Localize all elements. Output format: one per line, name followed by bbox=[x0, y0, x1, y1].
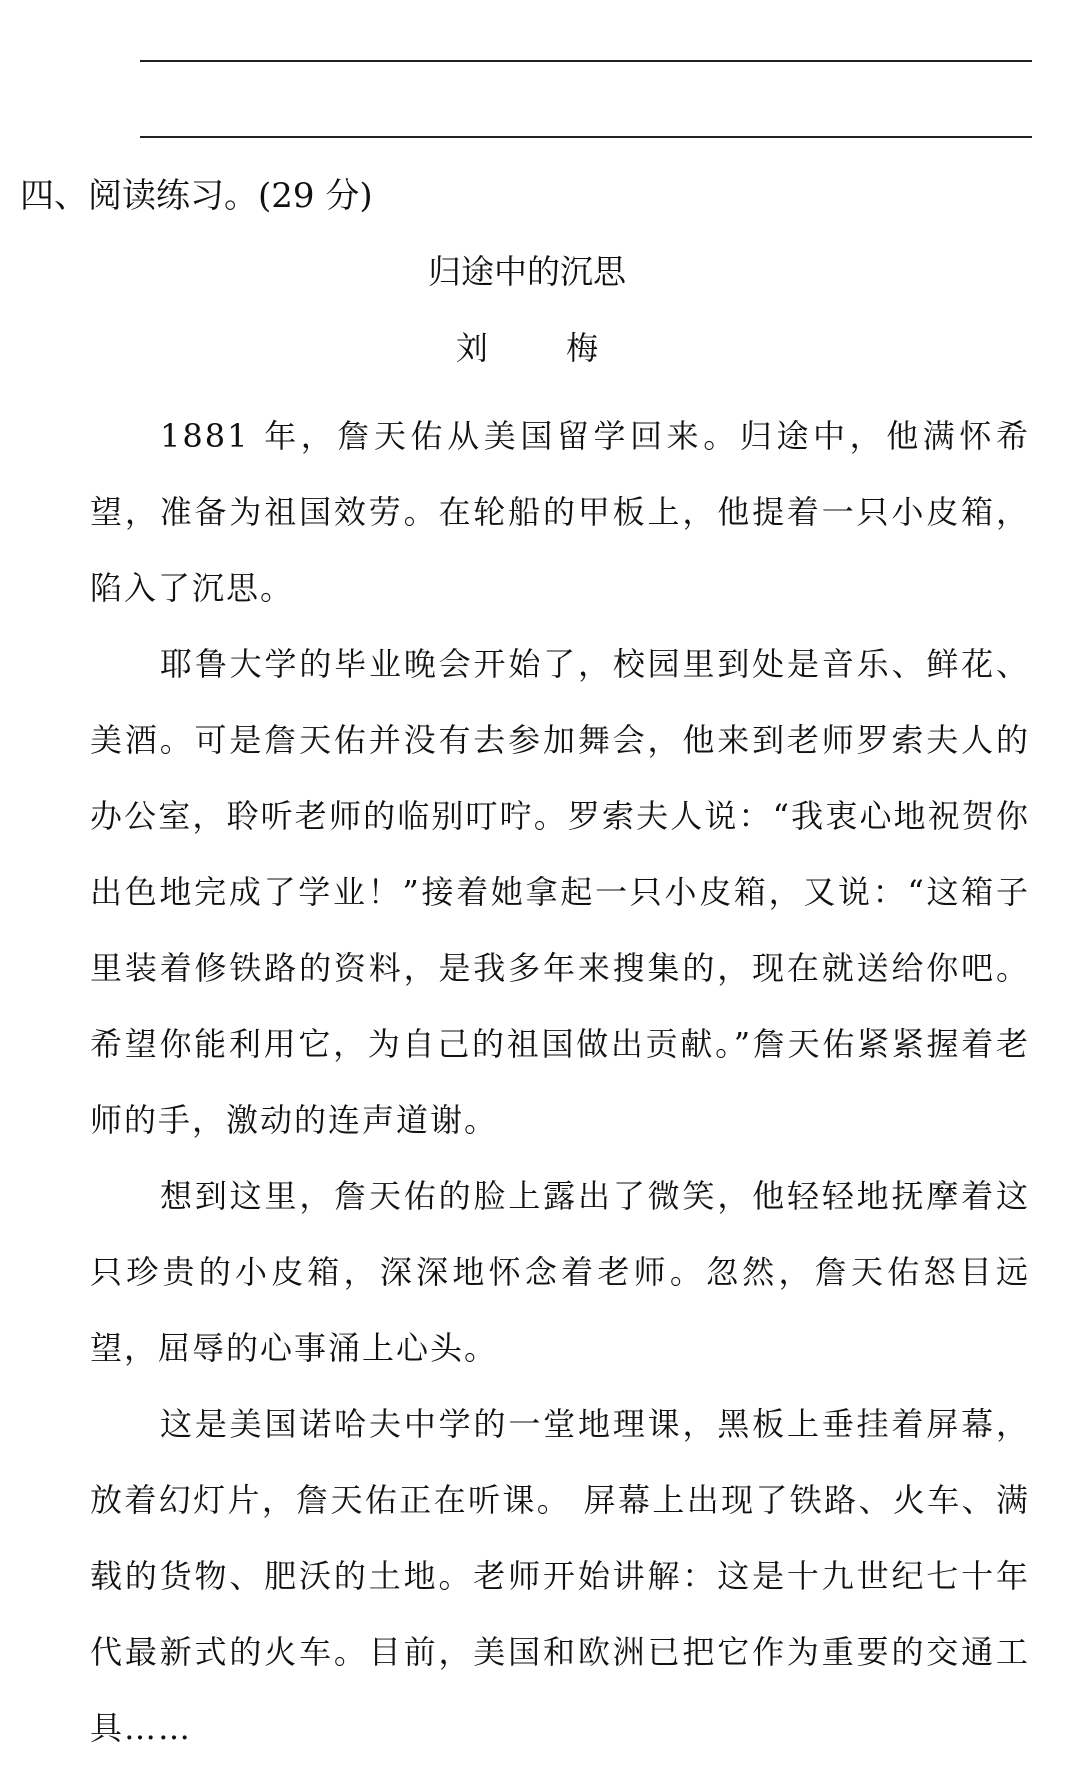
paragraph: 这是美国诺哈夫中学的一堂地理课，黑板上垂挂着屏幕，放着幻灯片，詹天佑正在听课。 屏幕上出现了铁路、火车、满载的货物、肥沃的土地。老师开始讲解：这是十九世纪七十年代最新式的火车。目前，美国和欧洲已把它作为重要的交通工具…… bbox=[90, 1405, 1030, 1747]
article-author: 刘 梅 bbox=[455, 329, 633, 367]
article-title: 归途中的沉思 bbox=[428, 252, 626, 291]
paragraph: 1881 年，詹天佑从美国留学回来。归途中，他满怀希望，准备为祖国效劳。在轮船的甲板上，他提着一只小皮箱，陷入了沉思。 bbox=[90, 417, 1030, 607]
answer-line bbox=[140, 60, 1032, 62]
paragraph: 耶鲁大学的毕业晚会开始了，校园里到处是音乐、鲜花、美酒。可是詹天佑并没有去参加舞会，他来到老师罗索夫人的办公室，聆听老师的临别叮咛。罗索夫人说：“我衷心地祝贺你出色地完成了学业！”接着她拿起一只小皮箱，又说：“这箱子里装着修铁路的资料，是我多年来搜集的，现在就送给你吧。希望你能利用它，为自己的祖国做出贡献。”詹天佑紧紧握着老师的手，激动的连声道谢。 bbox=[90, 645, 1030, 1139]
answer-line bbox=[140, 136, 1032, 138]
paragraph: 想到这里，詹天佑的脸上露出了微笑，他轻轻地抚摩着这只珍贵的小皮箱，深深地怀念着老师。忽然，詹天佑怒目远望，屈辱的心事涌上心头。 bbox=[90, 1177, 1030, 1367]
article-body bbox=[90, 398, 1030, 1766]
section-heading: 四、阅读练习。(29 分) bbox=[20, 176, 373, 216]
